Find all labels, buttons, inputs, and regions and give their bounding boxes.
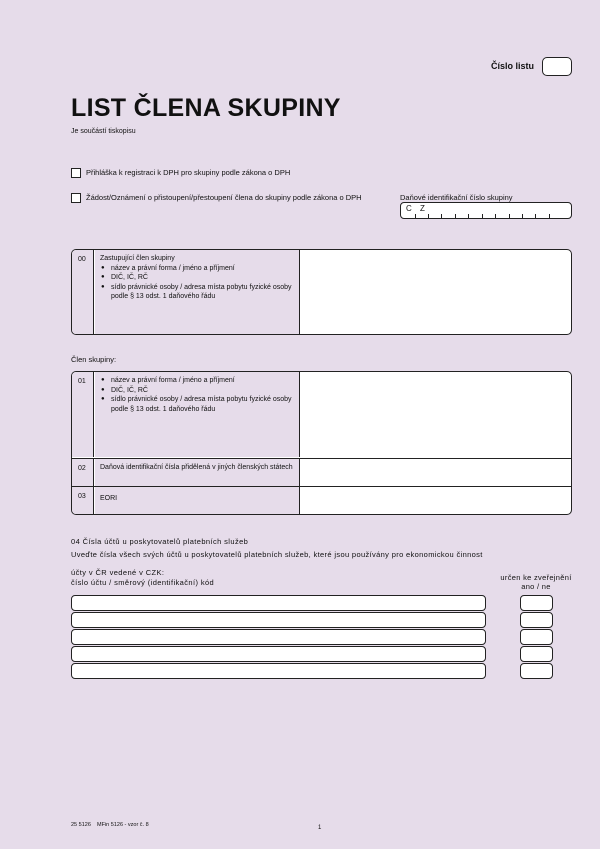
- accounts-label: účty v ČR vedené v CZK:: [71, 568, 165, 577]
- bullet-item: ● název a právní forma / jméno a příjmení: [111, 376, 295, 386]
- digit-divider: [535, 214, 536, 218]
- publish-input[interactable]: [520, 646, 553, 662]
- member-label: Člen skupiny:: [71, 355, 117, 364]
- member-identity-input[interactable]: [301, 372, 571, 457]
- digit-divider: [455, 214, 456, 218]
- publish-input[interactable]: [520, 663, 553, 679]
- representative-member-input[interactable]: [301, 250, 571, 334]
- account-number-input[interactable]: [71, 646, 486, 662]
- publish-header-line: ano / ne: [521, 582, 551, 591]
- group-vat-id-field[interactable]: [400, 202, 572, 219]
- row-description: [95, 372, 300, 457]
- bullet-item: ● název a právní forma / jméno a příjmení: [111, 264, 295, 274]
- publish-input[interactable]: [520, 629, 553, 645]
- digit-divider: [441, 214, 442, 218]
- digit-divider: [468, 214, 469, 218]
- account-number-input[interactable]: [71, 612, 486, 628]
- template-version: MFin 5126 - vzor č. 8: [97, 822, 149, 828]
- row-description: EORI: [95, 487, 300, 515]
- row-description: Daňová identifikační čísla přidělená v jiných členských státech: [95, 459, 300, 487]
- digit-divider: [509, 214, 510, 218]
- page-subtitle: Je součástí tiskopisu: [71, 128, 136, 135]
- account-number-input[interactable]: [71, 629, 486, 645]
- digit-divider: [415, 214, 416, 218]
- publish-input[interactable]: [520, 612, 553, 628]
- accession-checkbox[interactable]: [71, 193, 81, 203]
- section-04-instruction: Uveďte čísla všech svých účtů u poskytovatelů platebních služeb, které jsou používány pro ekonomickou činnost: [71, 550, 483, 559]
- row-number: 00: [72, 250, 94, 334]
- row-00: [72, 250, 571, 334]
- row-number: 02: [72, 459, 94, 487]
- page-number: 1: [318, 825, 322, 831]
- publish-input[interactable]: [520, 595, 553, 611]
- footer: [71, 822, 149, 828]
- form-code: 25 5126: [71, 822, 91, 828]
- group-vat-id-label: Daňové identifikační číslo skupiny: [400, 193, 513, 202]
- foreign-vat-ids-input[interactable]: [301, 459, 571, 487]
- digit-divider: [482, 214, 483, 218]
- eori-input[interactable]: [301, 487, 571, 515]
- digit-divider: [495, 214, 496, 218]
- section-04-title: 04 Čísla účtů u poskytovatelů platebních služeb: [71, 537, 249, 546]
- account-number-input[interactable]: [71, 595, 486, 611]
- digit-divider: [549, 214, 550, 218]
- digit-divider: [522, 214, 523, 218]
- row-03: [72, 486, 571, 515]
- bullet-item: ● sídlo právnické osoby / adresa místa pobytu fyzické osoby podle § 13 odst. 1 daňového řádu: [111, 283, 295, 302]
- registration-checkbox[interactable]: [71, 168, 81, 178]
- row-02: [72, 458, 571, 487]
- sheet-number-label: Číslo listu: [491, 61, 535, 71]
- row-number: 01: [72, 372, 94, 457]
- page-title: LIST ČLENA SKUPINY: [71, 94, 341, 122]
- representative-member-section: [71, 249, 572, 335]
- digit-divider: [428, 214, 429, 218]
- row-description: [95, 250, 300, 334]
- registration-checkbox-label: Přihláška k registraci k DPH pro skupiny podle zákona o DPH: [86, 168, 291, 177]
- row-number: 03: [72, 487, 94, 515]
- accession-checkbox-label: Žádost/Oznámení o přistoupení/přestoupení člena do skupiny podle zákona o DPH: [86, 193, 362, 202]
- vat-country-prefix: C Z: [406, 204, 428, 213]
- publish-header-line: určen ke zveřejnění: [500, 573, 572, 582]
- publish-column-header: [497, 573, 575, 591]
- bullet-item: ● sídlo právnické osoby / adresa místa pobytu fyzické osoby podle § 13 odst. 1 daňového řádu: [111, 395, 295, 414]
- member-section: [71, 371, 572, 515]
- account-number-input[interactable]: [71, 663, 486, 679]
- row-01: [72, 372, 571, 457]
- account-column-header: číslo účtu / směrový (identifikační) kód: [71, 578, 215, 587]
- bullet-item: ● DIČ, IČ, RČ: [111, 386, 295, 396]
- bullet-item: ● DIČ, IČ, RČ: [111, 273, 295, 283]
- row-heading: Zastupující člen skupiny: [100, 255, 175, 262]
- sheet-number-field[interactable]: [542, 57, 572, 76]
